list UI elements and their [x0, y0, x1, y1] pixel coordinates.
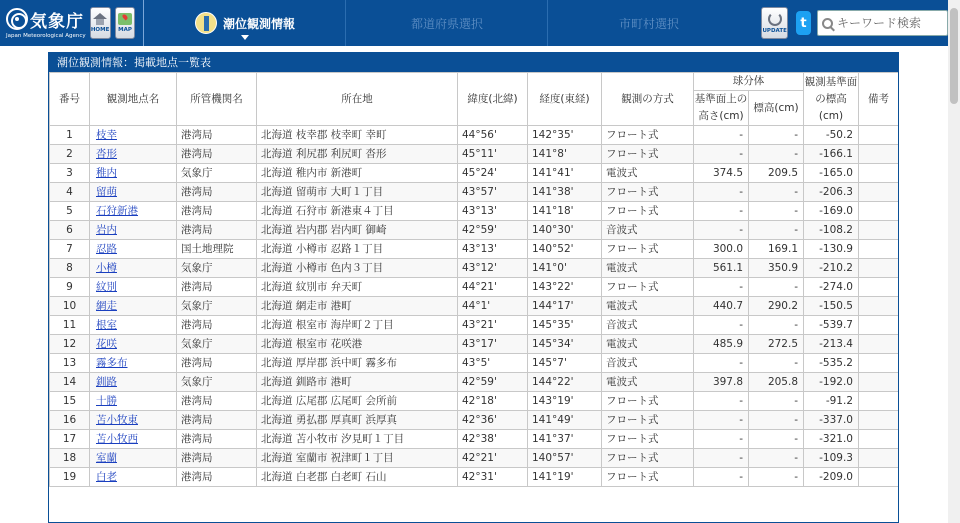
longitude-cell: 140°52': [528, 240, 602, 259]
station-name-cell: [90, 335, 177, 354]
station-name-link[interactable]: 霧多布: [96, 356, 128, 369]
base-height-cell: -: [694, 145, 749, 164]
location-cell: 北海道 石狩市 新港東４丁目: [257, 202, 458, 221]
row-number-cell: 1: [50, 126, 90, 145]
header-method: 観測の方式: [602, 73, 694, 126]
station-name-link[interactable]: 小樽: [96, 261, 117, 274]
base-height-cell: -: [694, 183, 749, 202]
base-height-cell: -: [694, 430, 749, 449]
datum-elevation-cell: -150.5: [804, 297, 859, 316]
station-name-cell: [90, 259, 177, 278]
remarks-cell: [859, 164, 899, 183]
table-row: [50, 373, 899, 392]
method-cell: フロート式: [602, 411, 694, 430]
location-cell: 北海道 留萌市 大町１丁目: [257, 183, 458, 202]
agency-cell: 港湾局: [177, 221, 257, 240]
datum-elevation-cell: -165.0: [804, 164, 859, 183]
stations-table-body: [50, 126, 899, 487]
agency-cell: 港湾局: [177, 411, 257, 430]
station-name-cell: [90, 145, 177, 164]
elevation-cell: 350.9: [749, 259, 804, 278]
map-icon: [118, 13, 132, 25]
station-name-cell: [90, 430, 177, 449]
latitude-cell: 43°21': [458, 316, 528, 335]
agency-cell: 港湾局: [177, 449, 257, 468]
base-height-cell: -: [694, 221, 749, 240]
station-name-cell: [90, 221, 177, 240]
table-row: [50, 297, 899, 316]
elevation-cell: -: [749, 411, 804, 430]
station-name-link[interactable]: 苫小牧西: [96, 432, 138, 445]
elevation-cell: 209.5: [749, 164, 804, 183]
method-cell: フロート式: [602, 202, 694, 221]
longitude-cell: 142°35': [528, 126, 602, 145]
jma-logo[interactable]: [0, 0, 86, 46]
latitude-cell: 43°12': [458, 259, 528, 278]
logo-text: 気象庁: [30, 11, 84, 32]
datum-elevation-cell: -109.3: [804, 449, 859, 468]
latitude-cell: 43°57': [458, 183, 528, 202]
station-name-link[interactable]: 留萌: [96, 185, 117, 198]
table-row: [50, 183, 899, 202]
agency-cell: 港湾局: [177, 392, 257, 411]
remarks-cell: [859, 392, 899, 411]
station-name-cell: [90, 126, 177, 145]
row-number-cell: 6: [50, 221, 90, 240]
home-icon: [93, 13, 107, 25]
location-cell: 北海道 勇払郡 厚真町 浜厚真: [257, 411, 458, 430]
location-cell: 北海道 苫小牧市 汐見町１丁目: [257, 430, 458, 449]
agency-cell: 気象庁: [177, 373, 257, 392]
agency-cell: 気象庁: [177, 297, 257, 316]
station-name-cell: [90, 278, 177, 297]
remarks-cell: [859, 430, 899, 449]
latitude-cell: 42°18': [458, 392, 528, 411]
elevation-cell: -: [749, 126, 804, 145]
stations-panel: [48, 52, 899, 523]
elevation-cell: -: [749, 145, 804, 164]
tide-gauge-icon: [195, 12, 217, 34]
agency-cell: 港湾局: [177, 202, 257, 221]
latitude-cell: 42°38': [458, 430, 528, 449]
station-name-link[interactable]: 室蘭: [96, 451, 117, 464]
datum-elevation-cell: -166.1: [804, 145, 859, 164]
latitude-cell: 42°59': [458, 221, 528, 240]
table-row: [50, 240, 899, 259]
base-height-cell: 374.5: [694, 164, 749, 183]
datum-elevation-cell: -274.0: [804, 278, 859, 297]
search-input[interactable]: [837, 16, 947, 30]
agency-cell: 港湾局: [177, 316, 257, 335]
method-cell: 音波式: [602, 221, 694, 240]
elevation-cell: 290.2: [749, 297, 804, 316]
elevation-cell: 205.8: [749, 373, 804, 392]
datum-elevation-cell: -192.0: [804, 373, 859, 392]
method-cell: 電波式: [602, 164, 694, 183]
station-name-cell: [90, 449, 177, 468]
station-name-link[interactable]: 石狩新港: [96, 204, 138, 217]
update-button[interactable]: [761, 7, 787, 39]
twitter-icon: t: [800, 15, 807, 31]
remarks-cell: [859, 373, 899, 392]
station-name-cell: [90, 411, 177, 430]
agency-cell: 港湾局: [177, 183, 257, 202]
elevation-cell: 272.5: [749, 335, 804, 354]
location-cell: 北海道 利尻郡 利尻町 沓形: [257, 145, 458, 164]
update-button-label: UPDATE: [762, 28, 787, 34]
location-cell: 北海道 紋別市 弁天町: [257, 278, 458, 297]
table-row: [50, 335, 899, 354]
datum-elevation-cell: -539.7: [804, 316, 859, 335]
header-location: 所在地: [257, 73, 458, 126]
location-cell: 北海道 枝幸郡 枝幸町 幸町: [257, 126, 458, 145]
longitude-cell: 141°0': [528, 259, 602, 278]
datum-elevation-cell: -169.0: [804, 202, 859, 221]
station-name-link[interactable]: 苫小牧東: [96, 413, 138, 426]
remarks-cell: [859, 449, 899, 468]
latitude-cell: 44°21': [458, 278, 528, 297]
station-name-link[interactable]: 白老: [96, 470, 117, 483]
method-cell: フロート式: [602, 278, 694, 297]
elevation-cell: -: [749, 430, 804, 449]
agency-cell: 港湾局: [177, 354, 257, 373]
location-cell: 北海道 室蘭市 祝津町１丁目: [257, 449, 458, 468]
datum-elevation-cell: -209.0: [804, 468, 859, 487]
tab-tide-observation[interactable]: [143, 0, 345, 46]
base-height-cell: -: [694, 202, 749, 221]
method-cell: 電波式: [602, 259, 694, 278]
agency-cell: 気象庁: [177, 259, 257, 278]
datum-elevation-cell: -50.2: [804, 126, 859, 145]
longitude-cell: 141°8': [528, 145, 602, 164]
base-height-cell: 440.7: [694, 297, 749, 316]
base-height-cell: -: [694, 126, 749, 145]
tab-prefecture-select[interactable]: [345, 0, 547, 46]
remarks-cell: [859, 468, 899, 487]
elevation-cell: -: [749, 221, 804, 240]
row-number-cell: 17: [50, 430, 90, 449]
longitude-cell: 143°19': [528, 392, 602, 411]
station-name-cell: [90, 392, 177, 411]
method-cell: フロート式: [602, 468, 694, 487]
row-number-cell: 11: [50, 316, 90, 335]
station-name-link[interactable]: 稚内: [96, 166, 117, 179]
nav-tabs: [143, 0, 749, 46]
row-number-cell: 14: [50, 373, 90, 392]
latitude-cell: 43°13': [458, 202, 528, 221]
datum-elevation-cell: -130.9: [804, 240, 859, 259]
elevation-cell: -: [749, 449, 804, 468]
location-cell: 北海道 根室市 海岸町２丁目: [257, 316, 458, 335]
row-number-cell: 2: [50, 145, 90, 164]
location-cell: 北海道 網走市 港町: [257, 297, 458, 316]
elevation-cell: -: [749, 354, 804, 373]
base-height-cell: -: [694, 411, 749, 430]
table-row: [50, 221, 899, 240]
datum-elevation-cell: -321.0: [804, 430, 859, 449]
method-cell: フロート式: [602, 126, 694, 145]
location-cell: 北海道 岩内郡 岩内町 御崎: [257, 221, 458, 240]
method-cell: 電波式: [602, 335, 694, 354]
latitude-cell: 44°56': [458, 126, 528, 145]
station-name-cell: [90, 297, 177, 316]
datum-elevation-cell: -535.2: [804, 354, 859, 373]
latitude-cell: 42°31': [458, 468, 528, 487]
base-height-cell: 485.9: [694, 335, 749, 354]
agency-cell: 国土地理院: [177, 240, 257, 259]
latitude-cell: 43°5': [458, 354, 528, 373]
table-row: [50, 259, 899, 278]
method-cell: フロート式: [602, 240, 694, 259]
row-number-cell: 4: [50, 183, 90, 202]
agency-cell: 港湾局: [177, 468, 257, 487]
table-row: [50, 449, 899, 468]
header-base-height: 基準面上の高さ(cm): [694, 91, 749, 126]
remarks-cell: [859, 278, 899, 297]
remarks-cell: [859, 335, 899, 354]
home-button[interactable]: [90, 7, 111, 39]
remarks-cell: [859, 126, 899, 145]
elevation-cell: -: [749, 183, 804, 202]
elevation-cell: -: [749, 468, 804, 487]
base-height-cell: 561.1: [694, 259, 749, 278]
table-row: [50, 202, 899, 221]
remarks-cell: [859, 316, 899, 335]
latitude-cell: 42°59': [458, 373, 528, 392]
header-num: 番号: [50, 73, 90, 126]
row-number-cell: 3: [50, 164, 90, 183]
station-name-link[interactable]: 紋別: [96, 280, 117, 293]
jma-logo-icon: [6, 8, 28, 30]
table-row: [50, 411, 899, 430]
twitter-button[interactable]: [796, 11, 811, 35]
row-number-cell: 10: [50, 297, 90, 316]
remarks-cell: [859, 202, 899, 221]
agency-cell: 気象庁: [177, 335, 257, 354]
latitude-cell: 45°24': [458, 164, 528, 183]
table-row: [50, 468, 899, 487]
remarks-cell: [859, 221, 899, 240]
location-cell: 北海道 小樽市 色内３丁目: [257, 259, 458, 278]
latitude-cell: 42°21': [458, 449, 528, 468]
header-spherical: 球分体: [694, 73, 804, 91]
base-height-cell: -: [694, 449, 749, 468]
remarks-cell: [859, 145, 899, 164]
row-number-cell: 8: [50, 259, 90, 278]
row-number-cell: 15: [50, 392, 90, 411]
longitude-cell: 143°22': [528, 278, 602, 297]
longitude-cell: 141°18': [528, 202, 602, 221]
base-height-cell: -: [694, 468, 749, 487]
remarks-cell: [859, 411, 899, 430]
datum-elevation-cell: -206.3: [804, 183, 859, 202]
station-name-link[interactable]: 花咲: [96, 337, 117, 350]
agency-cell: 港湾局: [177, 145, 257, 164]
datum-elevation-cell: -108.2: [804, 221, 859, 240]
latitude-cell: 45°11': [458, 145, 528, 164]
longitude-cell: 141°41': [528, 164, 602, 183]
location-cell: 北海道 根室市 花咲港: [257, 335, 458, 354]
row-number-cell: 5: [50, 202, 90, 221]
station-name-link[interactable]: 釧路: [96, 375, 117, 388]
elevation-cell: -: [749, 278, 804, 297]
longitude-cell: 145°35': [528, 316, 602, 335]
base-height-cell: -: [694, 316, 749, 335]
longitude-cell: 140°30': [528, 221, 602, 240]
longitude-cell: 141°49': [528, 411, 602, 430]
elevation-cell: -: [749, 392, 804, 411]
longitude-cell: 145°7': [528, 354, 602, 373]
base-height-cell: 397.8: [694, 373, 749, 392]
row-number-cell: 9: [50, 278, 90, 297]
agency-cell: 気象庁: [177, 164, 257, 183]
row-number-cell: 18: [50, 449, 90, 468]
tab-tide-observation-label: 潮位観測情報: [222, 16, 295, 31]
agency-cell: 港湾局: [177, 430, 257, 449]
remarks-cell: [859, 297, 899, 316]
station-name-link[interactable]: 沓形: [96, 147, 117, 160]
header-agency: 所管機関名: [177, 73, 257, 126]
logo-subtitle: Japan Meteorological Agency: [6, 33, 86, 39]
table-row: [50, 392, 899, 411]
remarks-cell: [859, 354, 899, 373]
station-name-link[interactable]: 岩内: [96, 223, 117, 236]
base-height-cell: 300.0: [694, 240, 749, 259]
station-name-cell: [90, 164, 177, 183]
table-row: [50, 430, 899, 449]
header-remarks: 備考: [859, 73, 899, 126]
location-cell: 北海道 稚内市 新港町: [257, 164, 458, 183]
elevation-cell: 169.1: [749, 240, 804, 259]
longitude-cell: 141°38': [528, 183, 602, 202]
remarks-cell: [859, 259, 899, 278]
station-name-cell: [90, 240, 177, 259]
base-height-cell: -: [694, 278, 749, 297]
table-row: [50, 316, 899, 335]
method-cell: 音波式: [602, 316, 694, 335]
header-latitude: 緯度(北緯): [458, 73, 528, 126]
method-cell: フロート式: [602, 183, 694, 202]
location-cell: 北海道 広尾郡 広尾町 会所前: [257, 392, 458, 411]
station-name-cell: [90, 373, 177, 392]
latitude-cell: 42°36': [458, 411, 528, 430]
home-button-label: HOME: [90, 27, 110, 33]
latitude-cell: 44°1': [458, 297, 528, 316]
station-name-link[interactable]: 網走: [96, 299, 117, 312]
refresh-icon: [768, 12, 782, 26]
table-row: [50, 278, 899, 297]
site-header: [0, 0, 948, 46]
station-name-link[interactable]: 十勝: [96, 394, 117, 407]
method-cell: フロート式: [602, 430, 694, 449]
map-button[interactable]: [115, 7, 136, 39]
location-cell: 北海道 小樽市 忍路１丁目: [257, 240, 458, 259]
station-name-cell: [90, 354, 177, 373]
header-elevation: 標高(cm): [749, 91, 804, 126]
method-cell: 電波式: [602, 373, 694, 392]
row-number-cell: 7: [50, 240, 90, 259]
base-height-cell: -: [694, 354, 749, 373]
datum-elevation-cell: -213.4: [804, 335, 859, 354]
latitude-cell: 43°17': [458, 335, 528, 354]
remarks-cell: [859, 240, 899, 259]
longitude-cell: 144°22': [528, 373, 602, 392]
location-cell: 北海道 釧路市 港町: [257, 373, 458, 392]
stations-table: [49, 72, 899, 487]
method-cell: 電波式: [602, 297, 694, 316]
scrollbar-thumb[interactable]: [950, 8, 958, 104]
row-number-cell: 12: [50, 335, 90, 354]
elevation-cell: -: [749, 202, 804, 221]
method-cell: 音波式: [602, 354, 694, 373]
tab-prefecture-select-label: 都道府県選択: [410, 16, 483, 31]
tab-municipality-select[interactable]: [547, 0, 749, 46]
datum-elevation-cell: -210.2: [804, 259, 859, 278]
station-name-link[interactable]: 枝幸: [96, 128, 117, 141]
elevation-cell: -: [749, 316, 804, 335]
station-name-cell: [90, 316, 177, 335]
table-row: [50, 164, 899, 183]
longitude-cell: 141°19': [528, 468, 602, 487]
tab-municipality-select-label: 市町村選択: [618, 16, 679, 31]
panel-title: 潮位観測情報：掲載地点一覧表: [49, 53, 898, 72]
location-cell: 北海道 白老郡 白老町 石山: [257, 468, 458, 487]
station-name-cell: [90, 202, 177, 221]
agency-cell: 港湾局: [177, 278, 257, 297]
method-cell: フロート式: [602, 392, 694, 411]
method-cell: フロート式: [602, 449, 694, 468]
longitude-cell: 140°57': [528, 449, 602, 468]
table-row: [50, 126, 899, 145]
map-button-label: MAP: [118, 27, 132, 33]
datum-elevation-cell: -91.2: [804, 392, 859, 411]
header-datum-elevation: 観測基準面の標高(cm): [804, 73, 859, 126]
row-number-cell: 16: [50, 411, 90, 430]
longitude-cell: 144°17': [528, 297, 602, 316]
vertical-scrollbar[interactable]: [948, 0, 960, 523]
base-height-cell: -: [694, 392, 749, 411]
location-cell: 北海道 厚岸郡 浜中町 霧多布: [257, 354, 458, 373]
longitude-cell: 141°37': [528, 430, 602, 449]
station-name-cell: [90, 468, 177, 487]
table-row: [50, 354, 899, 373]
method-cell: フロート式: [602, 145, 694, 164]
row-number-cell: 13: [50, 354, 90, 373]
header-station-name: 観測地点名: [90, 73, 177, 126]
header-longitude: 経度(東経): [528, 73, 602, 126]
station-name-cell: [90, 183, 177, 202]
latitude-cell: 43°13': [458, 240, 528, 259]
datum-elevation-cell: -337.0: [804, 411, 859, 430]
remarks-cell: [859, 183, 899, 202]
search-icon: [822, 18, 833, 29]
table-row: [50, 145, 899, 164]
row-number-cell: 19: [50, 468, 90, 487]
longitude-cell: 145°34': [528, 335, 602, 354]
agency-cell: 港湾局: [177, 126, 257, 145]
station-name-link[interactable]: 根室: [96, 318, 117, 331]
search-box: [817, 10, 948, 36]
station-name-link[interactable]: 忍路: [96, 242, 117, 255]
